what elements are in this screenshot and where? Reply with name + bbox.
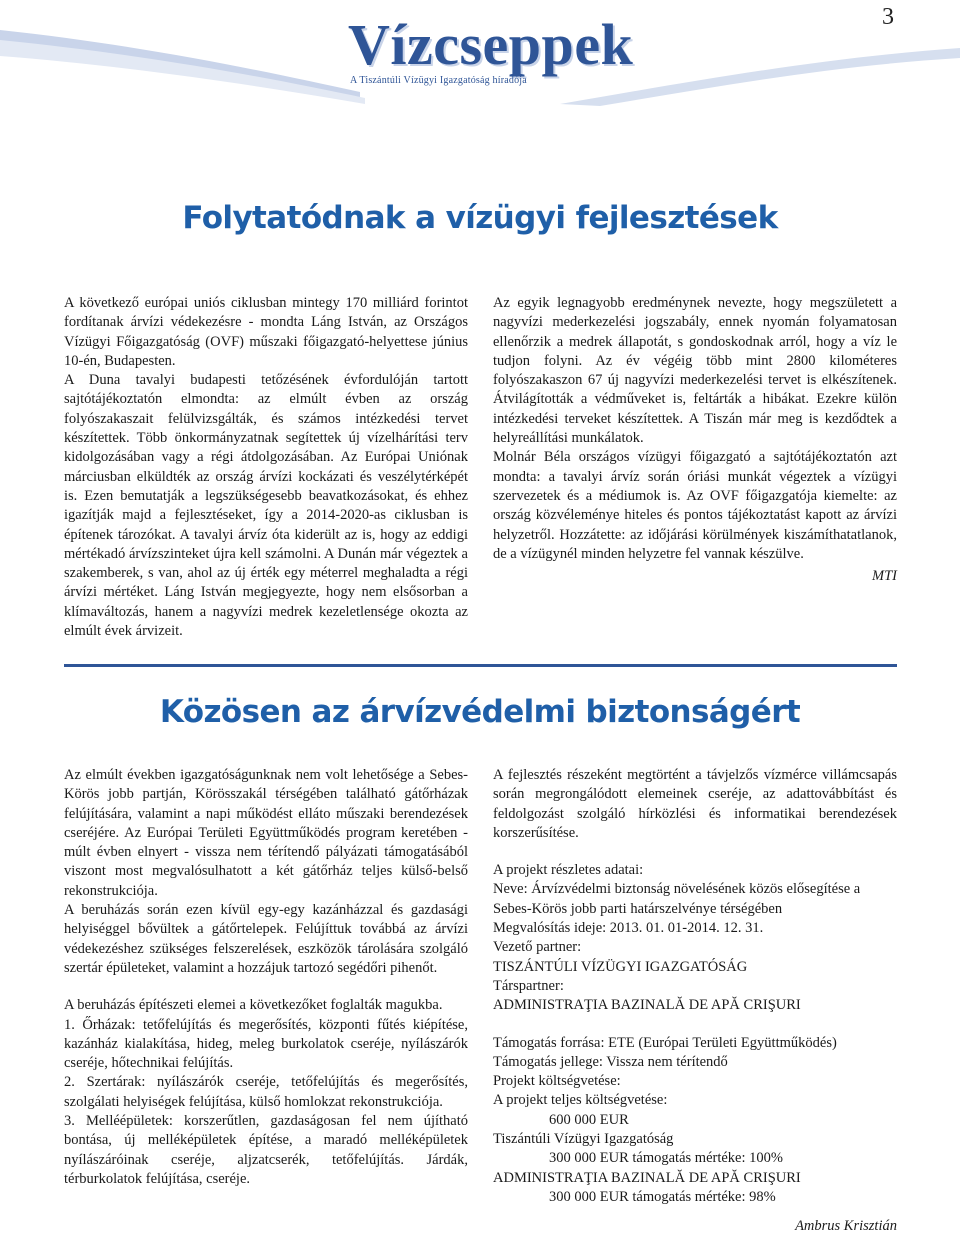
list-item: 1. Őrházak: tetőfelújítás és megerősítés, központi fűtés kiépítése, kazánház kialakítása, hideg, meleg burkolatok cseréje, nyílászárók cseréje, hőtechnikai felújítás. <box>64 1016 468 1072</box>
article1-paragraph: Az egyik legnagyobb eredménynek nevezte, hogy megszületett a nagyvízi mederkezelési jogszabály, ennek nyomán folyamatosan ellenőrzik a medrek állapotát, s gondoskodnak arról, hogy a víz le tudjon folyni. Az év végéig több mint 2800 kilométeres folyószakaszon 67 új nagyvízi mederkezelési tervet is elkészítenek. Átvilágították a védműveket is, feltárták a hibákat. Ezekre külön intézkedési terveket készítettek. A Tiszán már meg is kezdődtek a helyreállítási munkálatok. <box>493 295 897 447</box>
article2-paragraph: Az elmúlt években igazgatóságunknak nem volt lehetősége a Sebes-Körös jobb partján, Körösszakál térségében található gátőrházak felújítására, valamint a napi működést elláto műszaki berendezések cseréjére. Az Európai Területi Együttműködés program keretében - múlt évben elnyert - vissza nem térítendő pályázati támogatásából viszont most megvalósulhatott a két gátőrház teljes külső-belső rekonstrukciója. <box>64 767 468 899</box>
org1-name: Tiszántúli Vízügyi Igazgatóság <box>493 1131 674 1148</box>
article2-signature: Ambrus Krisztián <box>795 1218 897 1235</box>
project-name: Neve: Árvízvédelmi biztonság növelésének közös elősegítése a Sebes-Körös jobb parti határszelvénye térségében <box>493 881 861 917</box>
article2-paragraph: A fejlesztés részeként megtörtént a távjelzős vízmérce villámcsapás során megrongálódott elemeinek cseréje, az adattovábbítást és feldolgozást szolgáló hírközlési és informatikai berendezések korszerűsítése. <box>493 767 897 841</box>
partner-label: Társpartner: <box>493 977 564 994</box>
article2-column-left <box>64 766 468 1189</box>
article2-headline: Közösen az árvízvédelmi biztonságért <box>159 694 801 730</box>
total-budget-value: 600 000 EUR <box>549 1111 629 1128</box>
total-budget-label: A projekt teljes költségvetése: <box>493 1092 668 1109</box>
partner-value: ADMINISTRAŢIA BAZINALĂ DE APĂ CRIŞURI <box>493 997 801 1014</box>
project-details-heading: A projekt részletes adatai: <box>493 862 644 879</box>
budget-label: Projekt költségvetése: <box>493 1073 621 1090</box>
section-divider <box>64 664 897 667</box>
article1-signature: MTI <box>872 568 897 585</box>
list-item: 2. Szertárak: nyílászárók cseréje, tetőfelújítás és megerősítés, szolgálati helyiségek felújítása, külső homlokzat rekonstrukciója. <box>64 1074 468 1110</box>
project-period: Megvalósítás ideje: 2013. 01. 01-2014. 12. 31. <box>493 920 764 937</box>
list-item: 3. Melléépületek: korszerűtlen, gazdaságosan fel nem újítható bontása, új melléképületek építése, a maradó melléképületek nyílászáróinak cseréje, aljzatcserék, tetőfelújítás. Járdák, térburkolatok felújítása, cseréje. <box>64 1113 468 1187</box>
article2-paragraph: A beruházás építészeti elemei a következőket foglalták magukba. <box>64 997 443 1014</box>
lead-partner-label: Vezető partner: <box>493 939 582 956</box>
masthead <box>0 0 960 110</box>
org2-name: ADMINISTRAŢIA BAZINALĂ DE APĂ CRIŞURI <box>493 1169 801 1186</box>
funding-source: Támogatás forrása: ETE (Európai Területi Együttműködés) <box>493 1034 837 1051</box>
lead-partner-value: TISZÁNTÚLI VÍZÜGYI IGAZGATÓSÁG <box>493 958 748 975</box>
org2-budget: 300 000 EUR támogatás mértéke: 98% <box>549 1188 776 1205</box>
article1-headline: Folytatódnak a vízügyi fejlesztések <box>182 200 778 236</box>
article1-column-right <box>493 294 897 586</box>
masthead-title: Vízcseppek <box>348 12 634 77</box>
org1-budget: 300 000 EUR támogatás mértéke: 100% <box>549 1150 783 1167</box>
page-number: 3 <box>882 4 894 30</box>
funding-type: Támogatás jellege: Vissza nem térítendő <box>493 1053 728 1070</box>
article2-paragraph: A beruházás során ezen kívül egy-egy kazánházzal és gazdasági helyiséggel bővültek a gátőrtelepek. Felújíttuk továbbá az árvízi védekezéshez szükséges felszerelések, eszközök tárolására szolgáló szertár épületeket, valamint a hozzájuk tartozó segédőri pihenőt. <box>64 902 468 976</box>
article2-column-right <box>493 766 897 1237</box>
article1-paragraph: Molnár Béla országos vízügyi főigazgató a sajtótájékoztatón azt mondta: a tavalyi árvíz során óriási munkát végeztek a vízügyi szervezetek és a médiumok is. Az OVF főigazgatója kiemelte: az ország közvéleménye hiteles és pontos tájékoztatást kapott az árvízi helyzetről. Hozzátette: az időjárási körülmények kiszámíthatatlanok, de a vízügynél minden helyzetre fel vannak készülve. <box>493 449 897 562</box>
article1-column-left <box>64 294 468 641</box>
article1-paragraph: A Duna tavalyi budapesti tetőzésének évfordulóján tartott sajtótájékoztatón elmondta: az elmúlt évben az ország folyószakaszait felülvizsgálták, és számos intézkedési tervet készítettek. Több önkormányzatnak segítettek új vízelhárítási terv kidolgozásában vagy a régi átdolgozásában. Az Európai Uniónak márciusban elküldték az ország árvízi kockázati és veszélytérképét is. Ezen bemutatják a legszükségesebb beavatkozásokat, és ehhez igazítják majd a fejlesztéseket, így a 2014-2020-as ciklusban is építenek tározókat. A tavalyi árvíz óta kiderült az is, hogy az eddigi mértékadó árvízszinteket újra kell számolni. A Dunán már végeztek a szakemberek, s van, ahol az új érték egy méterrel meghaladta a régi árvízi mértéket. Láng István megjegyezte, hogy nem elsősorban a klímaváltozás, hanem a nagyvízi medrek kezeletlensége okozta az elmúlt évek árvizeit. <box>64 372 468 640</box>
article1-paragraph: A következő európai uniós ciklusban mintegy 170 milliárd forintot fordítanak árvízi védekezésre - mondta Láng István, az Országos Vízügyi Főigazgatóság (OVF) műszaki főigazgató-helyettese június 10-én, Budapesten. <box>64 295 468 369</box>
masthead-subtitle: A Tiszántúli Vízügyi Igazgatóság híradója <box>350 75 527 86</box>
